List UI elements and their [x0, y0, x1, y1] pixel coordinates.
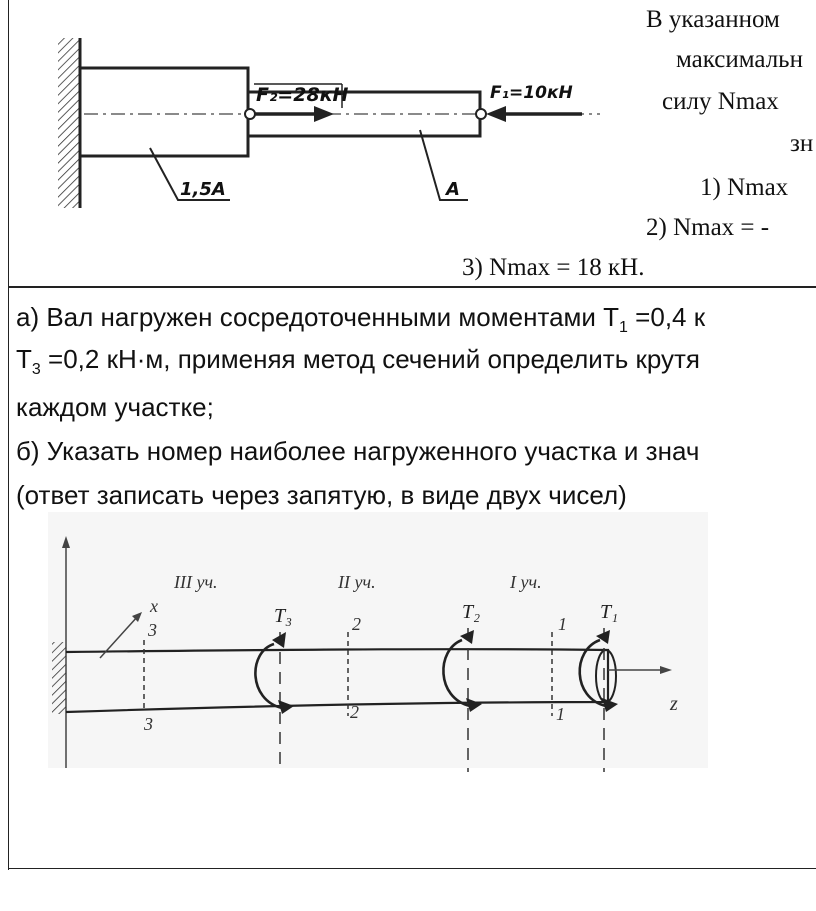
fixed-wall [58, 38, 80, 208]
section-label-1: I уч. [510, 572, 542, 592]
cut-number-1-bottom: 1 [556, 704, 565, 724]
force1-point [476, 109, 486, 119]
force2-point [245, 109, 255, 119]
question-line-1: В указанном [646, 6, 780, 33]
option-3: 3) Nmax = 18 кН. [462, 254, 645, 281]
cut-number-3-bottom: 3 [144, 714, 153, 734]
cut-number-2-bottom: 2 [350, 702, 359, 722]
table-bottom-border [8, 868, 816, 869]
task-a-line-1-sub: 1 [619, 319, 628, 337]
force2-arrow [314, 106, 334, 122]
force1-label: F₁=10кН [490, 83, 573, 103]
bar-segment-large [80, 68, 248, 156]
axis-x-label: x [150, 596, 158, 616]
area-right-label: A [446, 179, 460, 200]
question-line-3: силу Nmax [662, 88, 779, 115]
task-b-line-2: (ответ записать через запятую, в виде двух чисел) [16, 480, 627, 510]
section-label-3: III уч. [174, 572, 218, 592]
axis-z-label: z [670, 693, 678, 715]
torque-t3-label: T₃ [274, 605, 293, 627]
cut-number-1-top: 1 [558, 614, 567, 634]
row-divider [8, 286, 816, 288]
task-b-line-1: б) Указать номер наиболее нагруженного участка и знач [16, 436, 700, 466]
torque-t2-label: T₂ [462, 601, 481, 623]
task-a-line-2 [16, 344, 700, 385]
shaft-diagram [48, 512, 768, 772]
question-line-4: зн [790, 130, 814, 157]
task-a-line-1-text: а) Вал нагружен сосредоточенными моментами Т [16, 302, 620, 332]
area-left-label: 1,5A [180, 179, 226, 200]
shaft-wall [52, 642, 66, 714]
option-1: 1) Nmax [700, 174, 789, 201]
task-a-line-1 [16, 302, 705, 343]
task-a-line-3: каждом участке; [16, 392, 214, 422]
cut-number-2-top: 2 [352, 614, 361, 634]
torque-t1-label: T₁ [600, 601, 619, 623]
task-a-line-2-text: Т [16, 344, 32, 374]
force2-label: F₂=28кН [256, 84, 349, 106]
option-2: 2) Nmax = - [646, 214, 770, 241]
task-a-line-2-sub: 3 [31, 361, 41, 379]
force1-arrow [486, 106, 506, 122]
question-line-2: максимальн [676, 46, 803, 73]
cut-number-3-top: 3 [148, 620, 157, 640]
task-a-line-2-rest: =0,2 кН·м, применяя метод сечений определить крутя [40, 344, 701, 374]
bar-diagram [0, 0, 620, 220]
section-label-2: II уч. [338, 572, 376, 592]
task-a-line-1-rest: =0,4 к [627, 302, 706, 332]
